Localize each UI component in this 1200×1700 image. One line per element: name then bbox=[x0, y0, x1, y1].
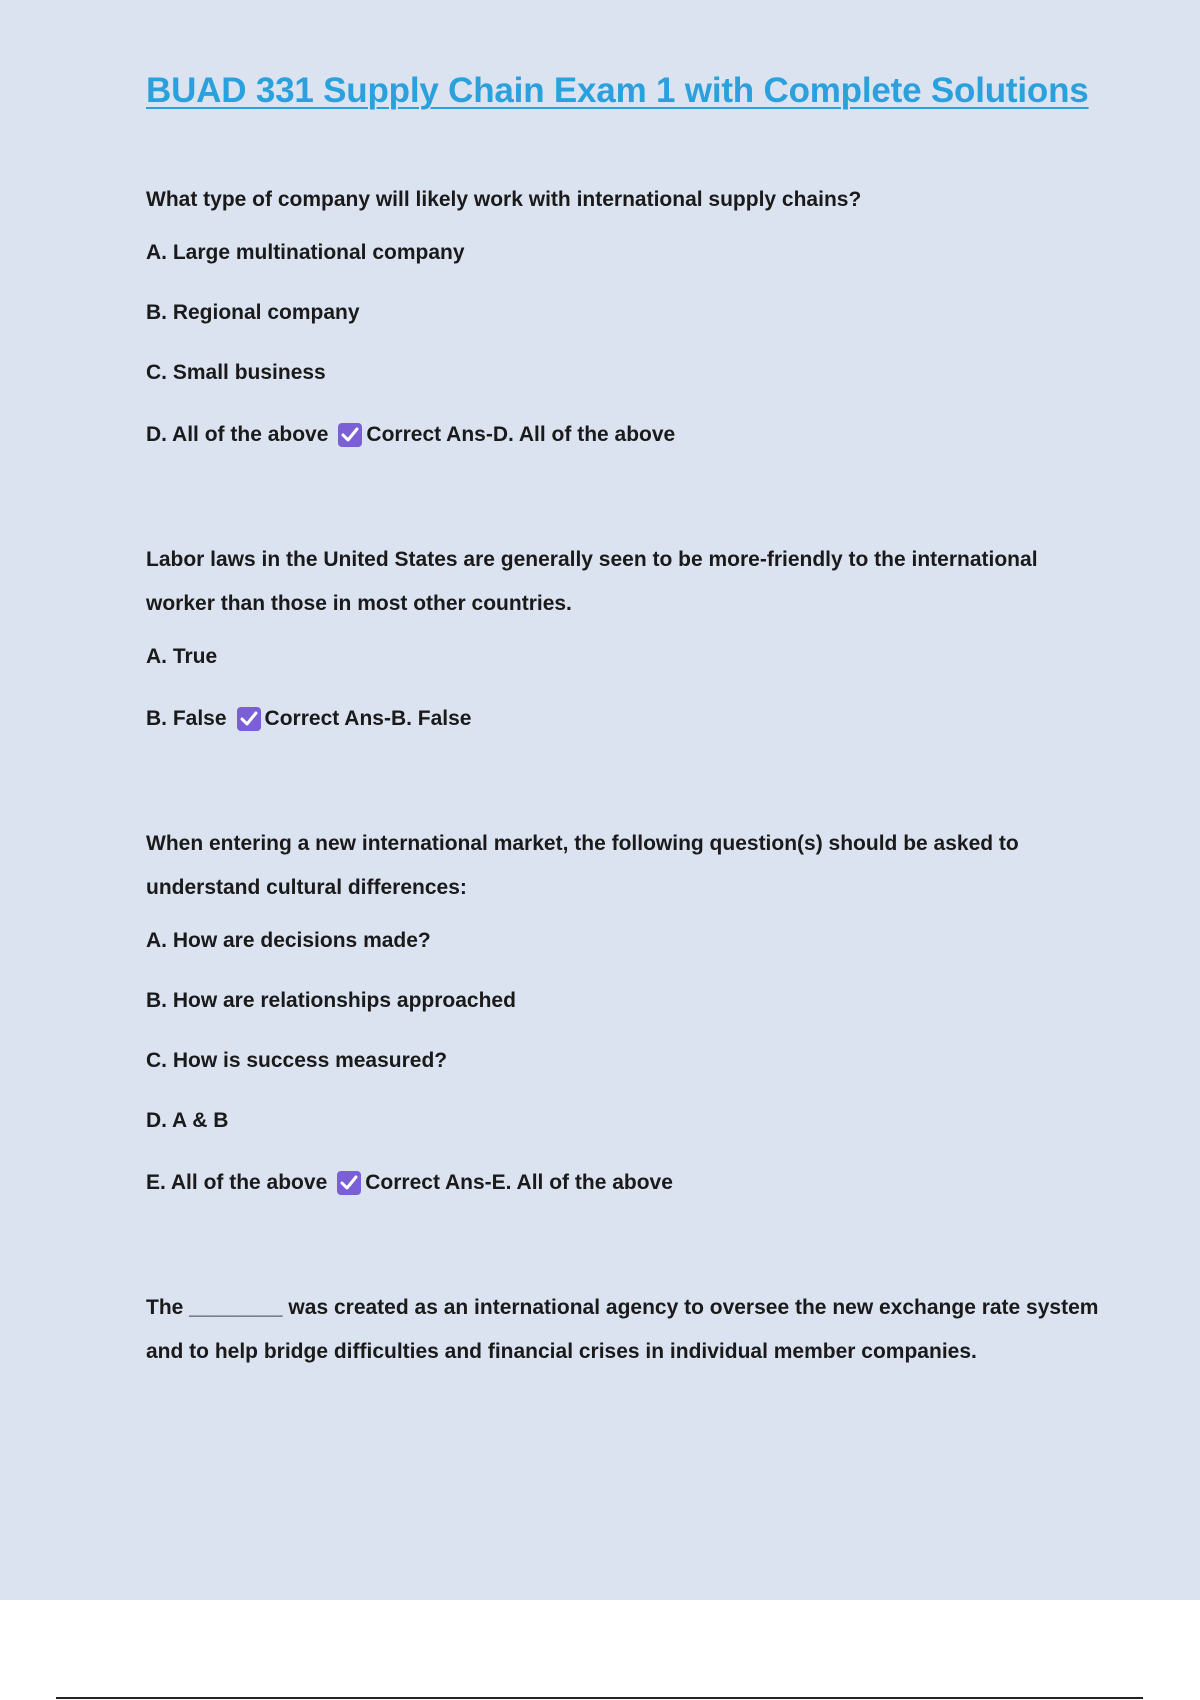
question-2 bbox=[146, 538, 1106, 734]
checkbox-checked-icon bbox=[237, 707, 261, 731]
option-e-answer-row bbox=[146, 1168, 1106, 1198]
question-text: What type of company will likely work with international supply chains? bbox=[146, 188, 862, 211]
document-title: BUAD 331 Supply Chain Exam 1 with Complete Solutions bbox=[146, 71, 1089, 110]
option-c: C. How is success measured? bbox=[146, 1049, 448, 1072]
option-e: E. All of the above bbox=[146, 1171, 328, 1194]
question-text-line-1: When entering a new international market, the following question(s) should be asked to bbox=[146, 832, 1019, 855]
option-b-answer-row bbox=[146, 704, 1106, 734]
correct-answer: Correct Ans-E. All of the above bbox=[365, 1171, 673, 1194]
question-3 bbox=[146, 822, 1106, 1198]
checkbox-checked-icon bbox=[337, 1171, 361, 1195]
option-b: B. How are relationships approached bbox=[146, 989, 516, 1012]
question-4 bbox=[146, 1286, 1106, 1374]
question-text-line-2: understand cultural differences: bbox=[146, 876, 467, 899]
option-a: A. True bbox=[146, 645, 218, 668]
question-1 bbox=[146, 178, 1106, 450]
checkbox-checked-icon bbox=[338, 423, 362, 447]
question-text-line-2: worker than those in most other countries. bbox=[146, 592, 572, 615]
correct-answer: Correct Ans-D. All of the above bbox=[366, 423, 676, 446]
document-content bbox=[146, 70, 1106, 1374]
option-a: A. Large multinational company bbox=[146, 241, 465, 264]
option-d: D. A & B bbox=[146, 1109, 229, 1132]
option-b: B. Regional company bbox=[146, 301, 360, 324]
footer-divider bbox=[56, 1697, 1143, 1699]
option-d: D. All of the above bbox=[146, 423, 329, 446]
question-text-line-1: The ________ was created as an international agency to oversee the new exchange rate system bbox=[146, 1296, 1099, 1319]
option-c: C. Small business bbox=[146, 361, 326, 384]
option-d-answer-row bbox=[146, 420, 1106, 450]
question-text-line-2: and to help bridge difficulties and financial crises in individual member companies. bbox=[146, 1340, 977, 1363]
correct-answer: Correct Ans-B. False bbox=[264, 707, 472, 730]
question-text-line-1: Labor laws in the United States are generally seen to be more-friendly to the international bbox=[146, 548, 1038, 571]
option-b: B. False bbox=[146, 707, 227, 730]
option-a: A. How are decisions made? bbox=[146, 929, 431, 952]
